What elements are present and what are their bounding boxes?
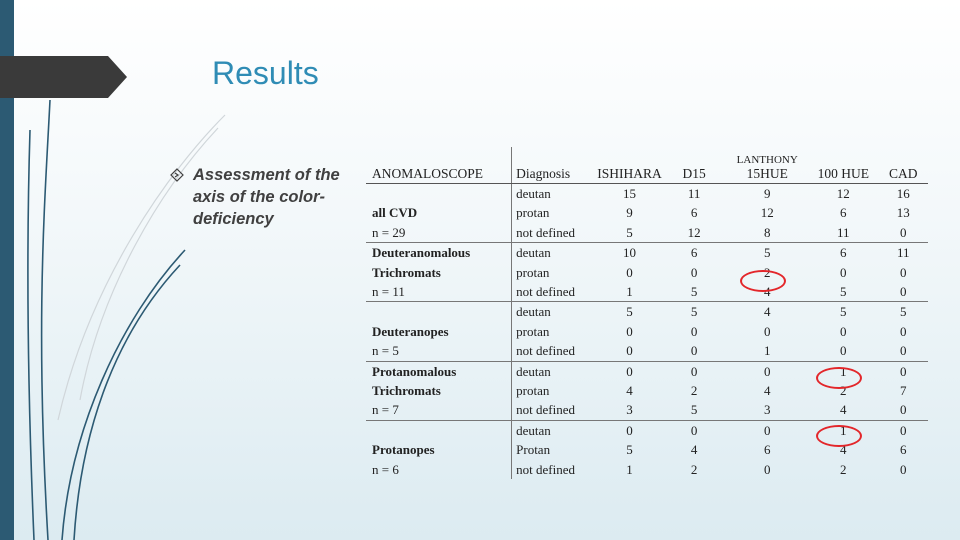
value-cell: 7 <box>900 383 907 399</box>
value-cell: 0 <box>879 341 928 361</box>
value-cell: 0 <box>626 363 633 379</box>
value-cell: 5 <box>808 282 879 302</box>
value-cell: 0 <box>690 323 698 339</box>
diagnosis-cell: deutan <box>512 302 598 322</box>
value-cell: 0 <box>840 323 847 339</box>
diagnosis-cell: Protan <box>512 440 598 459</box>
value-cell: 4 <box>763 304 771 320</box>
value-cell: 2 <box>690 383 698 399</box>
value-cell: 6 <box>763 442 771 458</box>
group-cell: Deuteranopes <box>372 323 449 339</box>
value-cell: 4 <box>763 383 771 399</box>
value-cell: 0 <box>763 461 771 477</box>
value-cell: 15 <box>623 186 637 201</box>
highlight-circle-100hue-protanomalous-deutan <box>816 367 862 389</box>
value-cell: 0 <box>879 282 928 302</box>
value-cell: 0 <box>597 341 662 361</box>
value-cell: 0 <box>662 341 727 361</box>
table-row <box>366 322 928 341</box>
group-cell: n = 6 <box>372 461 399 477</box>
value-cell: 6 <box>840 245 847 261</box>
group-cell: Trichromats <box>372 383 441 399</box>
diagnosis-cell: protan <box>512 203 598 222</box>
diagnosis-cell: not defined <box>512 460 598 479</box>
diagnosis-cell: protan <box>512 322 598 341</box>
value-cell: 3 <box>597 400 662 420</box>
header-ishihara: ISHIHARA <box>597 147 662 184</box>
value-cell: 2 <box>840 383 847 399</box>
value-cell: 0 <box>840 264 847 280</box>
value-cell: 0 <box>900 422 907 438</box>
diagnosis-cell: not defined <box>512 282 598 302</box>
group-cell: n = 7 <box>366 400 512 420</box>
value-cell: 12 <box>662 223 727 243</box>
value-cell: 6 <box>840 205 847 221</box>
table-row <box>366 184 928 204</box>
value-cell: 0 <box>879 223 928 243</box>
value-cell: 0 <box>690 264 698 280</box>
highlight-circle-100hue-protanopes-deutan <box>816 425 862 447</box>
value-cell: 1 <box>597 282 662 302</box>
table-row <box>366 460 928 479</box>
value-cell: 5 <box>763 245 771 261</box>
value-cell: 5 <box>900 304 907 320</box>
header-cad: CAD <box>879 147 928 184</box>
table-row <box>366 263 928 282</box>
value-cell: 0 <box>763 363 771 379</box>
value-cell: 2 <box>840 461 847 477</box>
header-diagnosis: Diagnosis <box>512 147 598 184</box>
value-cell: 0 <box>763 422 771 438</box>
bullet-text: Assessment of the axis of the color-deficiency <box>193 166 340 228</box>
group-cell: n = 5 <box>366 341 512 361</box>
value-cell: 5 <box>626 442 633 458</box>
value-cell: 4 <box>690 442 698 458</box>
value-cell: 11 <box>808 223 879 243</box>
diagnosis-cell: deutan <box>512 184 598 204</box>
group-cell: Protanomalous <box>372 363 457 379</box>
value-cell: 0 <box>626 264 633 280</box>
value-cell: 0 <box>900 264 907 280</box>
value-cell: 0 <box>626 422 633 438</box>
diagnosis-cell: not defined <box>512 400 598 420</box>
value-cell: 0 <box>690 422 698 438</box>
header-lanthony-bottom: 15HUE <box>746 166 788 181</box>
diagnosis-cell: deutan <box>512 420 598 440</box>
group-cell: n = 29 <box>366 223 512 243</box>
table-row <box>366 223 928 243</box>
value-cell: 4 <box>626 383 633 399</box>
table-row <box>366 400 928 420</box>
value-cell: 16 <box>896 186 910 201</box>
value-cell: 1 <box>626 461 633 477</box>
diagnosis-cell: not defined <box>512 341 598 361</box>
value-cell: 5 <box>597 223 662 243</box>
value-cell: 2 <box>690 461 698 477</box>
value-cell: 9 <box>626 205 633 221</box>
value-cell: 0 <box>900 461 907 477</box>
value-cell: 6 <box>900 442 907 458</box>
group-cell <box>366 184 512 204</box>
value-cell: 10 <box>623 245 637 261</box>
value-cell: 5 <box>662 282 727 302</box>
value-cell: 6 <box>690 205 698 221</box>
header-anomaloscope: ANOMALOSCOPE <box>366 147 512 184</box>
value-cell: 5 <box>840 304 847 320</box>
value-cell: 0 <box>879 400 928 420</box>
group-cell: all CVD <box>372 205 418 221</box>
value-cell: 5 <box>626 304 633 320</box>
value-cell: 13 <box>896 205 910 221</box>
value-cell: 4 <box>840 442 847 458</box>
group-cell <box>366 302 512 322</box>
table-row <box>366 203 928 222</box>
value-cell: 8 <box>727 223 808 243</box>
value-cell: 1 <box>727 341 808 361</box>
value-cell: 9 <box>763 186 771 201</box>
diagnosis-cell: deutan <box>512 243 598 263</box>
diagnosis-cell: protan <box>512 381 598 400</box>
value-cell: 5 <box>662 400 727 420</box>
group-cell <box>366 420 512 440</box>
value-cell: 1 <box>840 363 847 379</box>
group-cell: n = 11 <box>366 282 512 302</box>
value-cell: 0 <box>690 363 698 379</box>
group-cell: Trichromats <box>372 264 441 280</box>
table-row <box>366 341 928 361</box>
header-d15: D15 <box>662 147 727 184</box>
header-lanthony <box>727 147 808 184</box>
value-cell: 3 <box>727 400 808 420</box>
value-cell: 0 <box>900 363 907 379</box>
value-cell: 11 <box>897 245 910 261</box>
group-cell: Protanopes <box>372 442 435 458</box>
value-cell: 12 <box>836 186 850 201</box>
header-100hue: 100 HUE <box>808 147 879 184</box>
value-cell: 4 <box>808 400 879 420</box>
diagnosis-cell: not defined <box>512 223 598 243</box>
value-cell: 0 <box>763 323 771 339</box>
table-row <box>366 282 928 302</box>
value-cell: 0 <box>900 323 907 339</box>
value-cell: 0 <box>808 341 879 361</box>
slide-tab-decoration <box>0 56 127 98</box>
table-row <box>366 243 928 263</box>
table-row <box>366 302 928 322</box>
value-cell: 1 <box>840 422 847 438</box>
value-cell: 12 <box>760 205 774 221</box>
value-cell: 4 <box>727 282 808 302</box>
header-lanthony-top: LANTHONY <box>736 154 798 166</box>
diagnosis-cell: deutan <box>512 361 598 381</box>
diamond-arrow-bullet-icon <box>170 168 184 182</box>
value-cell: 6 <box>690 245 698 261</box>
slide-title: Results <box>212 55 319 91</box>
value-cell: 0 <box>626 323 633 339</box>
value-cell: 5 <box>690 304 698 320</box>
value-cell: 11 <box>687 186 701 201</box>
diagnosis-cell: protan <box>512 263 598 282</box>
value-cell: 2 <box>763 264 771 280</box>
group-cell: Deuteranomalous <box>372 245 471 261</box>
highlight-circle-lanthony-trichromats-protan <box>740 270 786 292</box>
